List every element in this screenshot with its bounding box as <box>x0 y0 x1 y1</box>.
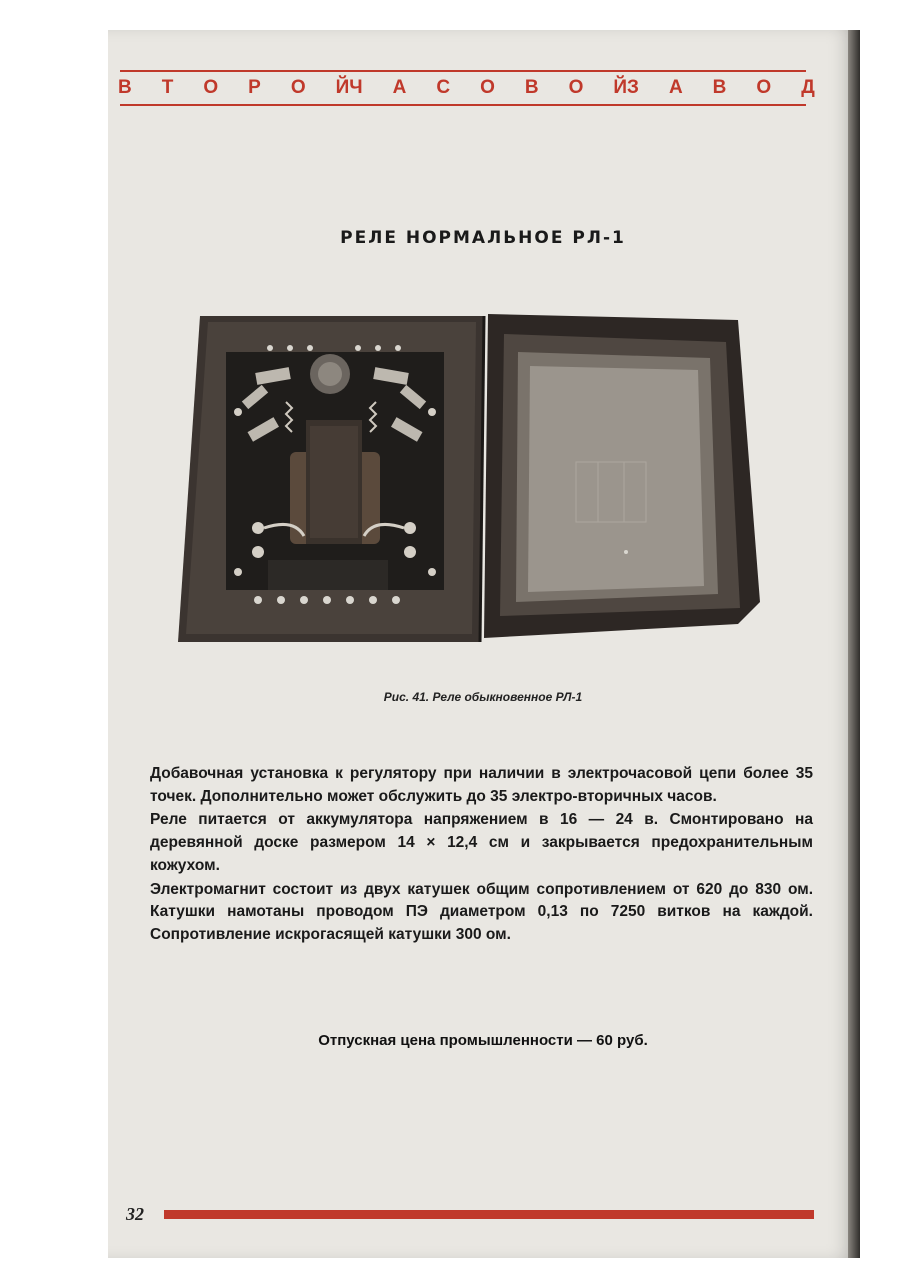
figure-caption: Рис. 41. Реле обыкновенное РЛ-1 <box>383 690 583 704</box>
header-letter: Р <box>248 77 261 98</box>
header-letter: А <box>668 77 683 98</box>
relay-photo-drawing <box>178 312 763 644</box>
header-letter: О <box>568 77 584 98</box>
header-letter: Й <box>613 77 628 98</box>
paragraph: Реле питается от аккумулятора напряжением в 16 — 24 в. Смонтировано на деревянной доске размером 14 × 12,4 см и закрывается предохранительным кожухом. <box>150 811 813 874</box>
header-word-1 <box>118 77 349 99</box>
header-letter: А <box>392 77 407 98</box>
price-line: Отпускная цена промышленности — 60 руб. <box>318 1032 648 1049</box>
header-letter: Т <box>161 77 174 98</box>
header-letter: Й <box>335 77 350 98</box>
header-letter: Ч <box>349 77 363 98</box>
header-letter: О <box>203 77 219 98</box>
header-letter: О <box>290 77 306 98</box>
header-letter: З <box>627 77 639 98</box>
header-letter: В <box>118 77 132 98</box>
header-rule-bottom <box>120 104 806 106</box>
footer-rule <box>164 1210 814 1219</box>
header-word-3 <box>627 77 815 99</box>
page-title: РЕЛЕ НОРМАЛЬНОЕ РЛ-1 <box>340 228 626 248</box>
book-spine-shadow <box>848 30 860 1258</box>
running-header <box>118 72 815 104</box>
header-letter: Д <box>801 77 815 98</box>
relay-photo <box>178 312 763 649</box>
header-letter: В <box>712 77 727 98</box>
header-letter: В <box>524 77 539 98</box>
header-letter: О <box>480 77 495 98</box>
paragraph: Электромагнит состоит из двух катушек общим сопротивлением от 620 до 830 ом. Катушки намотаны проводом ПЭ диаметром 0,13 по 7250 витков на каждой. Сопротивление искрогасящей катушки 300 ом. <box>150 880 813 943</box>
header-word-2 <box>349 77 627 99</box>
body-text <box>150 763 813 948</box>
page-number: 32 <box>126 1204 144 1224</box>
paragraph: Добавочная установка к регулятору при наличии в электрочасовой цепи более 35 точек. Дополнительно может обслужить до 35 электро-вторичных часов. <box>150 765 813 805</box>
header-letter: О <box>756 77 772 98</box>
header-letter: С <box>436 77 451 98</box>
